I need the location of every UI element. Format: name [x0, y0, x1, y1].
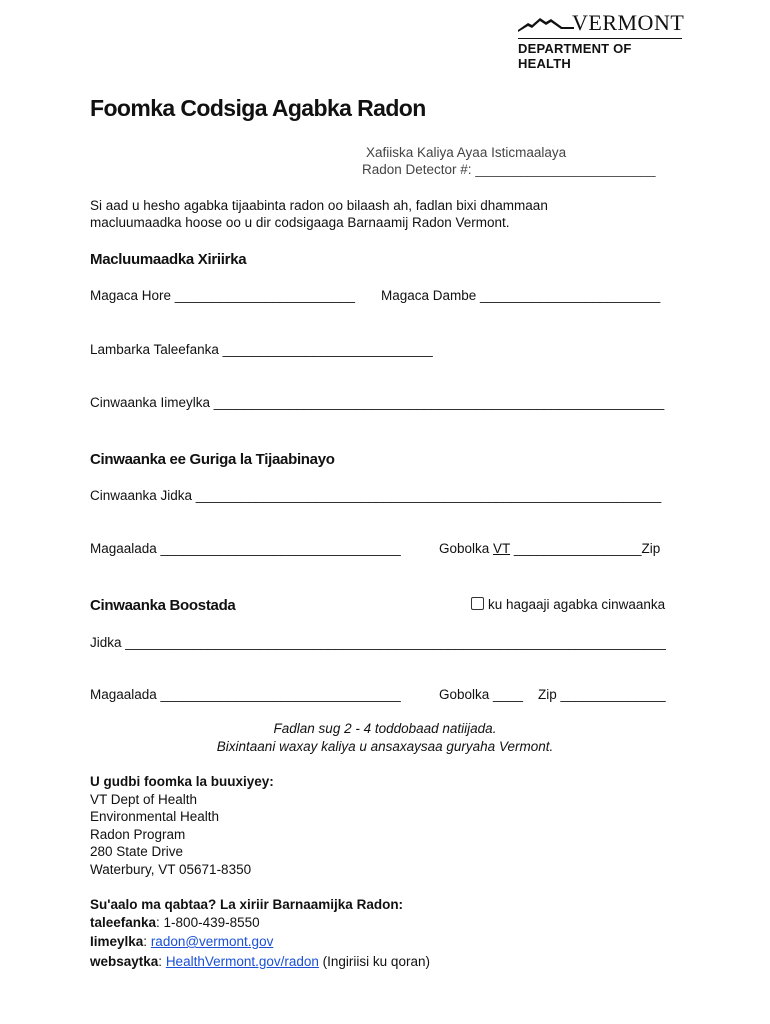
logo-state-name: VERMONT [572, 10, 685, 35]
return-line: Environmental Health [90, 809, 220, 824]
wait-note: Fadlan sug 2 - 4 toddobaad natiijada. [273, 721, 497, 736]
questions-heading: Su'aalo ma qabtaa? La xiriir Barnaamijka Radon: [90, 897, 404, 912]
email-field[interactable]: Cinwaanka Iimeylka ____________________________________________________________ [90, 395, 665, 410]
same-address-checkbox[interactable] [471, 597, 484, 610]
web-note: (Ingiriisi ku qoran) [318, 954, 430, 969]
phone-number: : 1-800-439-8550 [156, 915, 260, 930]
first-name-field[interactable]: Magaca Hore ________________________ [90, 288, 355, 303]
street-address-field[interactable]: Cinwaanka Jidka ______________________________________________________________ [90, 488, 662, 503]
email-contact [90, 934, 273, 949]
same-address-label: ku hagaaji agabka cinwaanka [488, 597, 666, 612]
mailing-street-field[interactable]: Jidka ________________________________________________________________________ [90, 635, 666, 650]
office-use-label: Xafiiska Kaliya Ayaa Isticmaalaya [366, 145, 567, 160]
email-separator: : [143, 934, 151, 949]
web-separator: : [158, 954, 166, 969]
mailing-heading: Cinwaanka Boostada [90, 597, 236, 614]
web-label: websaytka [90, 954, 159, 969]
state-zip-field[interactable] [439, 541, 660, 556]
return-line: Waterbury, VT 05671-8350 [90, 862, 252, 877]
radon-detector-field[interactable]: Radon Detector #: ________________________ [362, 162, 656, 177]
zip-field[interactable]: _________________Zip [510, 541, 661, 556]
return-line: Radon Program [90, 827, 186, 842]
web-link[interactable]: HealthVermont.gov/radon [165, 954, 319, 969]
mailing-zip-field[interactable]: Zip ______________ [538, 687, 666, 702]
return-heading: U gudbi foomka la buuxiyey: [90, 774, 274, 789]
phone-field[interactable]: Lambarka Taleefanka ____________________________ [90, 342, 433, 357]
mailing-city-field[interactable]: Magaalada ________________________________ [90, 687, 401, 702]
logo-divider [518, 38, 682, 39]
return-line: 280 State Drive [90, 844, 184, 859]
same-address-option[interactable] [471, 597, 665, 612]
mountain-icon [518, 12, 574, 34]
phone-contact [90, 915, 260, 930]
form-title: Foomka Codsiga Agabka Radon [90, 95, 426, 121]
test-address-heading: Cinwaanka ee Guriga la Tijaabinayo [90, 451, 335, 468]
email-link[interactable]: radon@vermont.gov [150, 934, 274, 949]
last-name-field[interactable]: Magaca Dambe ________________________ [381, 288, 661, 303]
web-contact [90, 954, 430, 969]
return-line: VT Dept of Health [90, 792, 198, 807]
intro-line-2: macluumaadka hoose oo u dir codsigaaga Barnaamij Radon Vermont. [90, 215, 510, 230]
vermont-health-logo [518, 10, 685, 71]
phone-label: taleefanka [90, 915, 157, 930]
eligibility-note: Bixintaani waxay kaliya u ansaxaysaa guryaha Vermont. [216, 739, 554, 754]
state-label: Gobolka [439, 541, 494, 556]
mailing-state-field[interactable]: Gobolka ____ [439, 687, 524, 702]
city-field[interactable]: Magaalada ________________________________ [90, 541, 401, 556]
email-label: Iimeylka [90, 934, 144, 949]
contact-heading: Macluumaadka Xiriirka [90, 251, 247, 268]
state-value: VT [493, 541, 511, 556]
intro-line-1: Si aad u hesho agabka tijaabinta radon oo bilaash ah, fadlan bixi dhammaan [90, 198, 548, 213]
logo-department-name: DEPARTMENT OF HEALTH [518, 41, 632, 71]
